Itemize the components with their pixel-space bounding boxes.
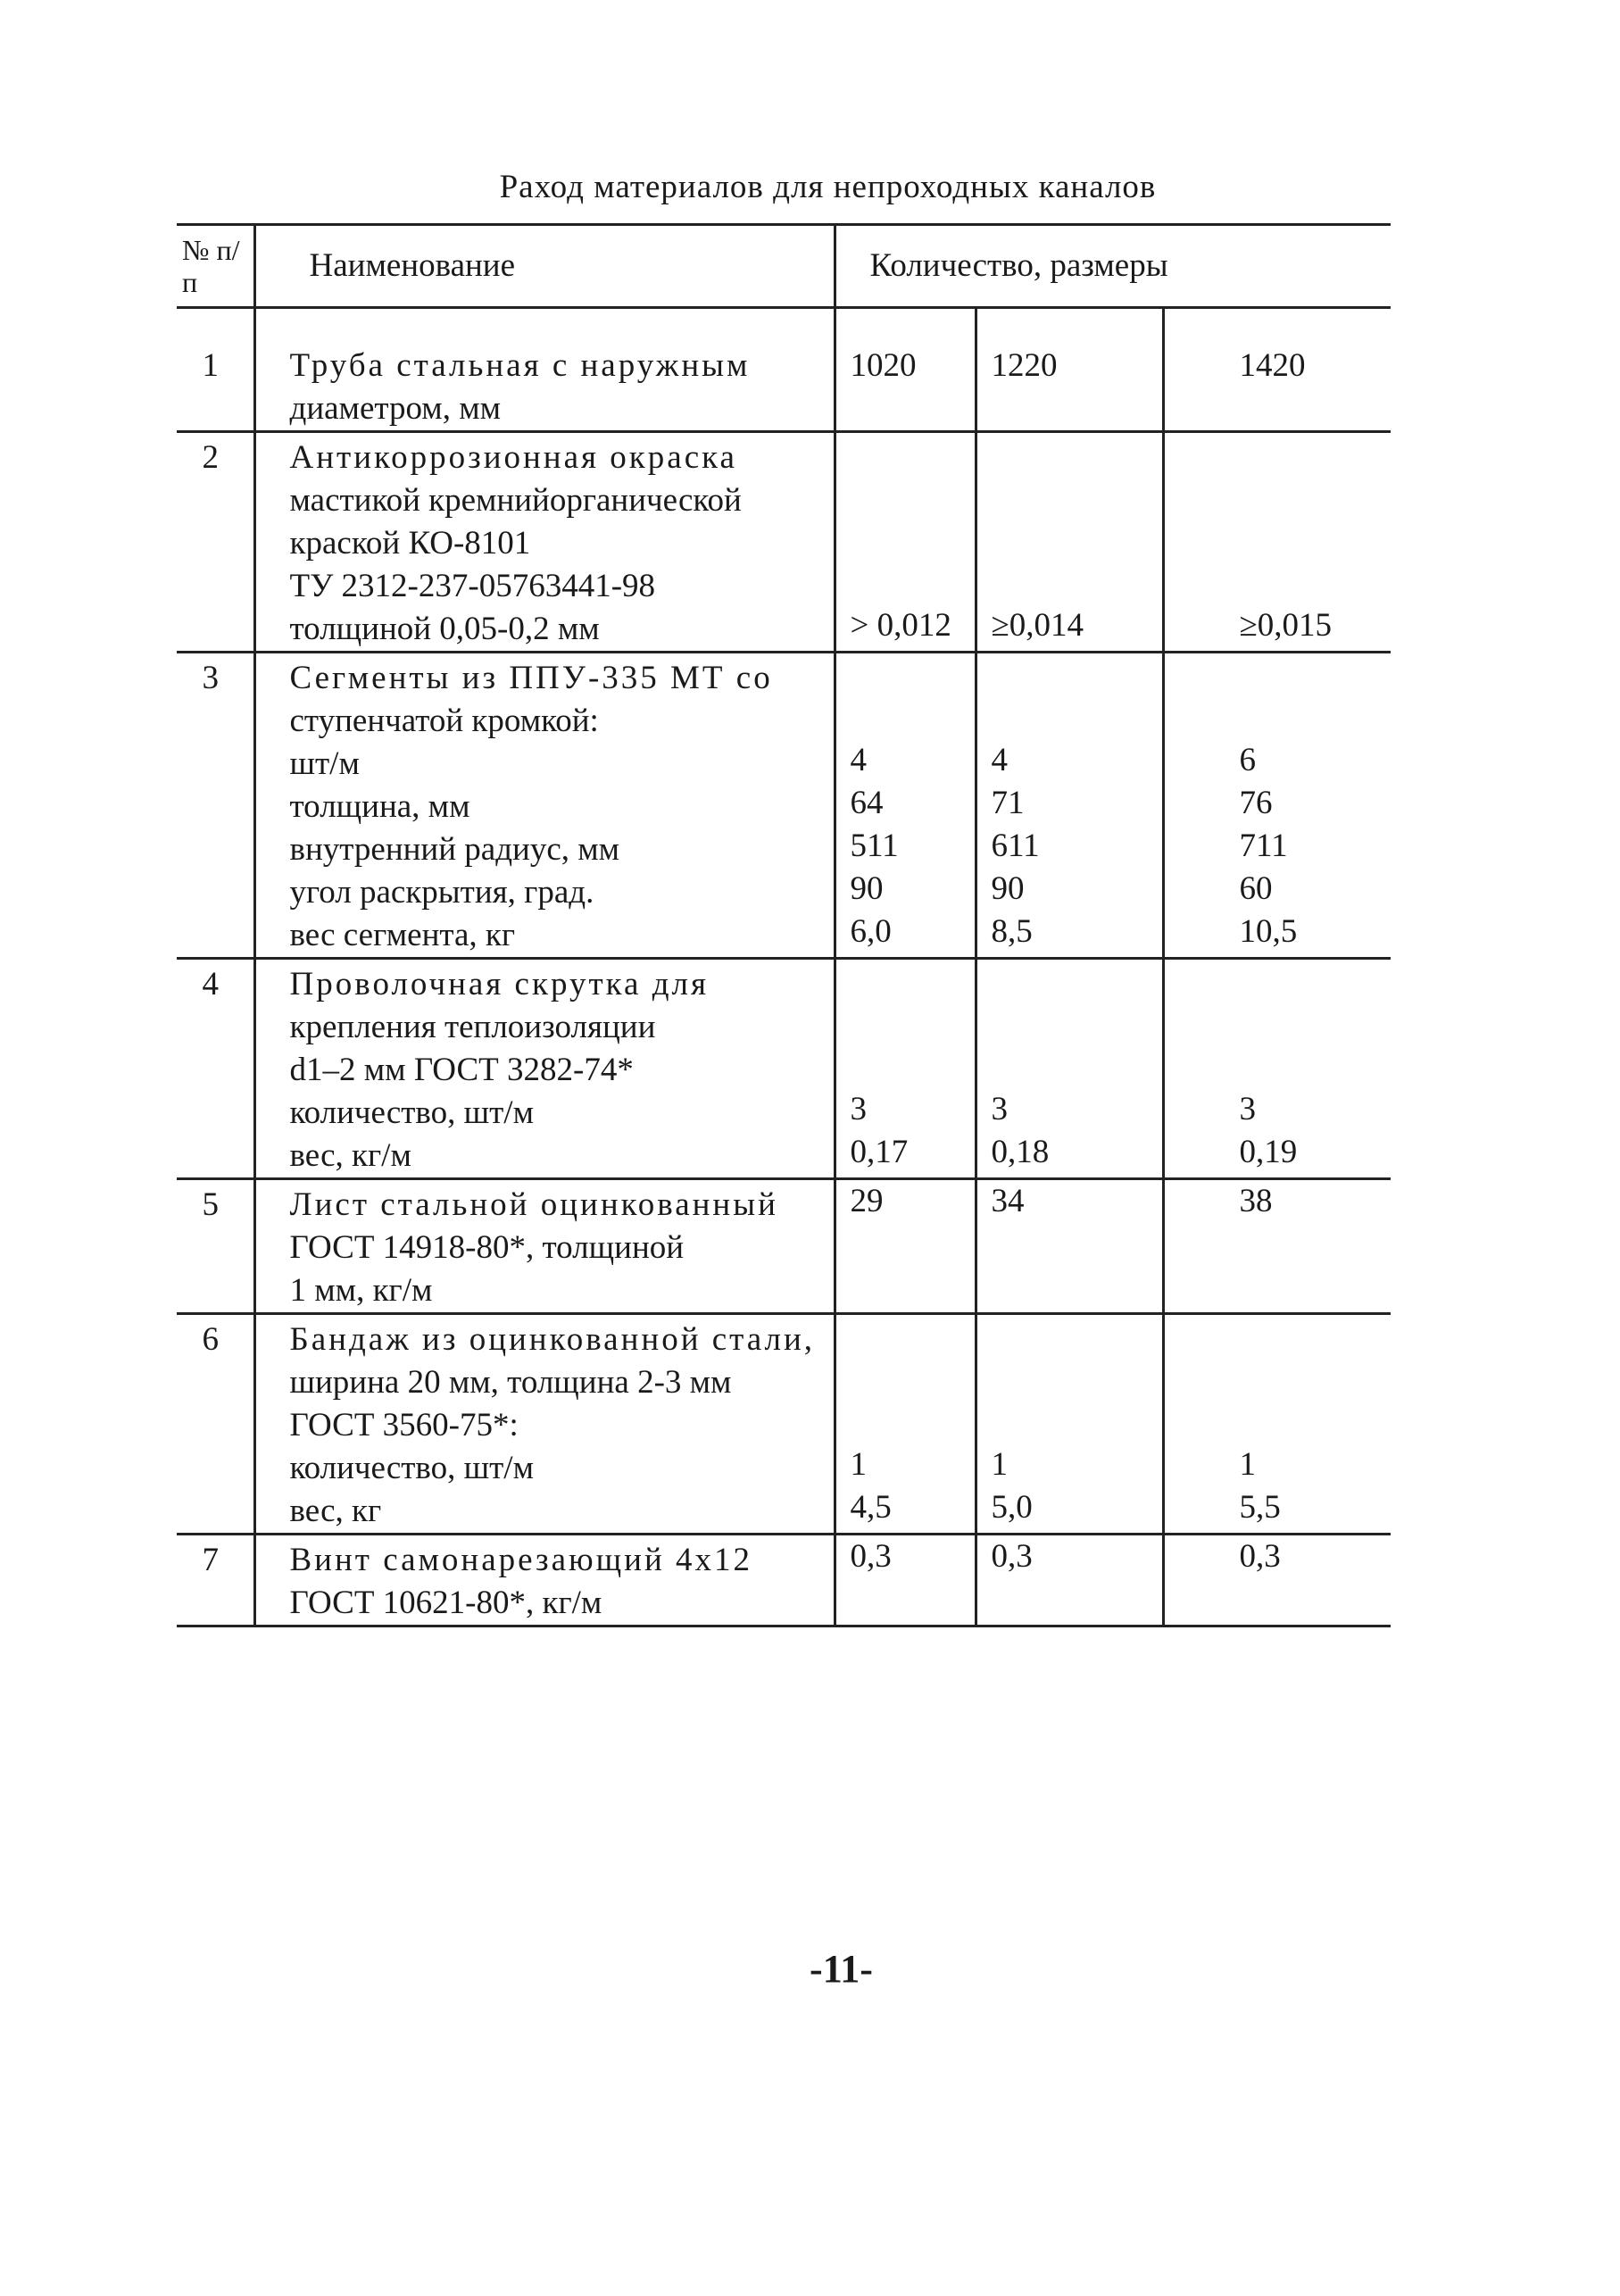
name-line: ГОСТ 3560-75*:	[289, 1407, 519, 1443]
value-cell-1	[835, 432, 976, 653]
row-number: 4	[177, 959, 254, 1179]
value-line: 29	[850, 1183, 884, 1219]
value-line: 90	[850, 870, 884, 907]
value-line: 1220	[991, 347, 1058, 384]
value-line	[851, 1358, 975, 1401]
value-cell-3	[1163, 1179, 1391, 1314]
value-cell-2	[976, 308, 1163, 432]
row-name	[254, 308, 835, 432]
row-name	[254, 1535, 835, 1626]
table-row	[177, 432, 1391, 653]
value-cell-3	[1163, 653, 1391, 959]
table-header-row	[177, 225, 1391, 308]
row-name	[254, 1314, 835, 1535]
value-line	[1240, 476, 1392, 519]
name-line: внутренний радиус, мм	[289, 831, 620, 868]
table-row	[177, 1179, 1391, 1314]
value-line: 1	[991, 1446, 1008, 1483]
value-cell-1	[835, 653, 976, 959]
name-line: краской КО-8101	[289, 525, 531, 562]
value-line: > 0,012	[850, 607, 951, 644]
value-line	[851, 653, 975, 696]
name-line: ширина 20 мм, толщина 2-3 мм	[289, 1364, 732, 1401]
value-line: 0,3	[1239, 1538, 1281, 1575]
value-line: 3	[1239, 1091, 1256, 1127]
name-line: количество, шт/м	[289, 1450, 534, 1486]
name-line: вес, кг	[289, 1493, 382, 1529]
value-cell-2	[976, 1535, 1163, 1626]
name-line: ТУ 2312-237-05763441-98	[289, 568, 656, 604]
value-cell-2	[976, 432, 1163, 653]
value-line	[851, 562, 975, 604]
value-line	[1240, 960, 1392, 1002]
value-line	[1240, 1045, 1392, 1088]
value-line	[992, 476, 1162, 519]
value-line: 8,5	[991, 913, 1033, 950]
table-row	[177, 1314, 1391, 1535]
name-line: Сегменты из ППУ-335 МТ со	[289, 660, 773, 696]
value-line: 1	[850, 1446, 867, 1483]
header-number: № п/п	[177, 225, 254, 308]
name-line: толщина, мм	[289, 788, 470, 825]
name-line: d1–2 мм ГОСТ 3282-74*	[289, 1052, 634, 1088]
value-line: 0,3	[991, 1538, 1033, 1575]
table-row	[177, 1535, 1391, 1626]
value-cell-1	[835, 308, 976, 432]
name-line: ступенчатой кромкой:	[289, 703, 599, 739]
value-line: 0,19	[1239, 1134, 1298, 1170]
value-cell-1	[835, 1535, 976, 1626]
value-line: 0,18	[991, 1134, 1050, 1170]
value-line: 1020	[850, 347, 917, 384]
name-line: мастикой кремнийорганической	[289, 482, 742, 519]
value-line: 4	[991, 742, 1008, 778]
row-number: 1	[177, 308, 254, 432]
value-line: 711	[1239, 828, 1288, 864]
value-line	[851, 1401, 975, 1443]
value-line	[1240, 433, 1392, 476]
row-number: 3	[177, 653, 254, 959]
value-line: 3	[850, 1091, 867, 1127]
value-line: 3	[991, 1091, 1008, 1127]
name-line: крепления теплоизоляции	[289, 1009, 656, 1045]
value-line: 71	[991, 785, 1025, 821]
value-line	[851, 1002, 975, 1045]
name-line: Винт самонарезающий 4х12	[289, 1542, 753, 1578]
value-line: 611	[991, 828, 1040, 864]
value-cell-2	[976, 1314, 1163, 1535]
value-line	[992, 1002, 1162, 1045]
name-line: угол раскрытия, град.	[289, 874, 594, 911]
value-cell-3	[1163, 308, 1391, 432]
value-line	[1240, 562, 1392, 604]
header-quantity: Количество, размеры	[835, 225, 1391, 308]
value-line: 60	[1239, 870, 1273, 907]
name-line: толщиной 0,05-0,2 мм	[289, 611, 600, 647]
value-line: 0,3	[850, 1538, 892, 1575]
value-cell-3	[1163, 959, 1391, 1179]
row-number: 2	[177, 432, 254, 653]
table-row	[177, 959, 1391, 1179]
value-line: 5,0	[991, 1489, 1033, 1526]
value-line: ≥0,015	[1239, 607, 1333, 644]
page-number: -11-	[810, 1947, 873, 1991]
value-line	[851, 519, 975, 562]
value-cell-3	[1163, 1535, 1391, 1626]
name-line: количество, шт/м	[289, 1094, 534, 1131]
name-line: вес сегмента, кг	[289, 917, 516, 953]
value-line	[992, 1358, 1162, 1401]
value-line: 38	[1239, 1183, 1273, 1219]
value-line: 0,17	[850, 1134, 909, 1170]
value-line: 6,0	[850, 913, 892, 950]
value-line	[1240, 519, 1392, 562]
row-number: 5	[177, 1179, 254, 1314]
value-line	[1240, 1358, 1392, 1401]
value-cell-1	[835, 1314, 976, 1535]
value-cell-3	[1163, 432, 1391, 653]
value-line	[992, 562, 1162, 604]
value-line	[851, 1315, 975, 1358]
name-line: 1 мм, кг/м	[289, 1272, 433, 1309]
value-line: 1	[1239, 1446, 1256, 1483]
value-line	[1240, 653, 1392, 696]
value-cell-1	[835, 959, 976, 1179]
value-cell-2	[976, 653, 1163, 959]
value-line: 10,5	[1239, 913, 1298, 950]
value-line	[992, 960, 1162, 1002]
name-line: ГОСТ 14918-80*, толщиной	[289, 1229, 685, 1266]
row-name	[254, 1179, 835, 1314]
value-line: 90	[991, 870, 1025, 907]
value-line	[851, 696, 975, 739]
name-line: вес, кг/м	[289, 1137, 411, 1174]
materials-table	[177, 223, 1391, 1627]
name-line: ГОСТ 10621-80*, кг/м	[289, 1585, 602, 1621]
value-line	[851, 1045, 975, 1088]
value-line	[851, 960, 975, 1002]
value-line	[992, 653, 1162, 696]
value-cell-2	[976, 1179, 1163, 1314]
value-cell-1	[835, 1179, 976, 1314]
name-line: Бандаж из оцинкованной стали,	[289, 1321, 816, 1358]
value-line	[992, 519, 1162, 562]
value-line	[992, 433, 1162, 476]
value-line: 511	[850, 828, 899, 864]
value-line: 76	[1239, 785, 1273, 821]
value-line	[992, 1315, 1162, 1358]
value-line	[1240, 1401, 1392, 1443]
value-line	[992, 1401, 1162, 1443]
name-line: Лист стальной оцинкованный	[289, 1186, 778, 1223]
row-name	[254, 432, 835, 653]
value-line: 34	[991, 1183, 1025, 1219]
name-line: Труба стальная с наружным	[289, 347, 751, 384]
value-line	[1240, 1315, 1392, 1358]
value-line: 4	[850, 742, 867, 778]
value-line: ≥0,014	[991, 607, 1084, 644]
name-line: Проволочная скрутка для	[289, 966, 710, 1002]
value-line: 64	[850, 785, 884, 821]
value-line	[851, 433, 975, 476]
value-line	[992, 1045, 1162, 1088]
row-number: 7	[177, 1535, 254, 1626]
row-name	[254, 653, 835, 959]
table-row	[177, 308, 1391, 432]
value-line: 6	[1239, 742, 1256, 778]
name-line: Антикоррозионная окраска	[289, 439, 737, 476]
value-line: 1420	[1239, 347, 1306, 384]
table-row	[177, 653, 1391, 959]
name-line: шт/м	[289, 745, 360, 782]
value-line	[1240, 1002, 1392, 1045]
row-number: 6	[177, 1314, 254, 1535]
value-line	[1240, 696, 1392, 739]
header-name: Наименование	[254, 225, 835, 308]
value-cell-3	[1163, 1314, 1391, 1535]
table-title: Раход материалов для непроходных каналов	[499, 169, 1157, 205]
name-line: диаметром, мм	[289, 390, 502, 427]
value-line	[851, 476, 975, 519]
row-name	[254, 959, 835, 1179]
value-line: 5,5	[1239, 1489, 1281, 1526]
value-line: 4,5	[850, 1489, 892, 1526]
value-line	[992, 696, 1162, 739]
value-cell-2	[976, 959, 1163, 1179]
